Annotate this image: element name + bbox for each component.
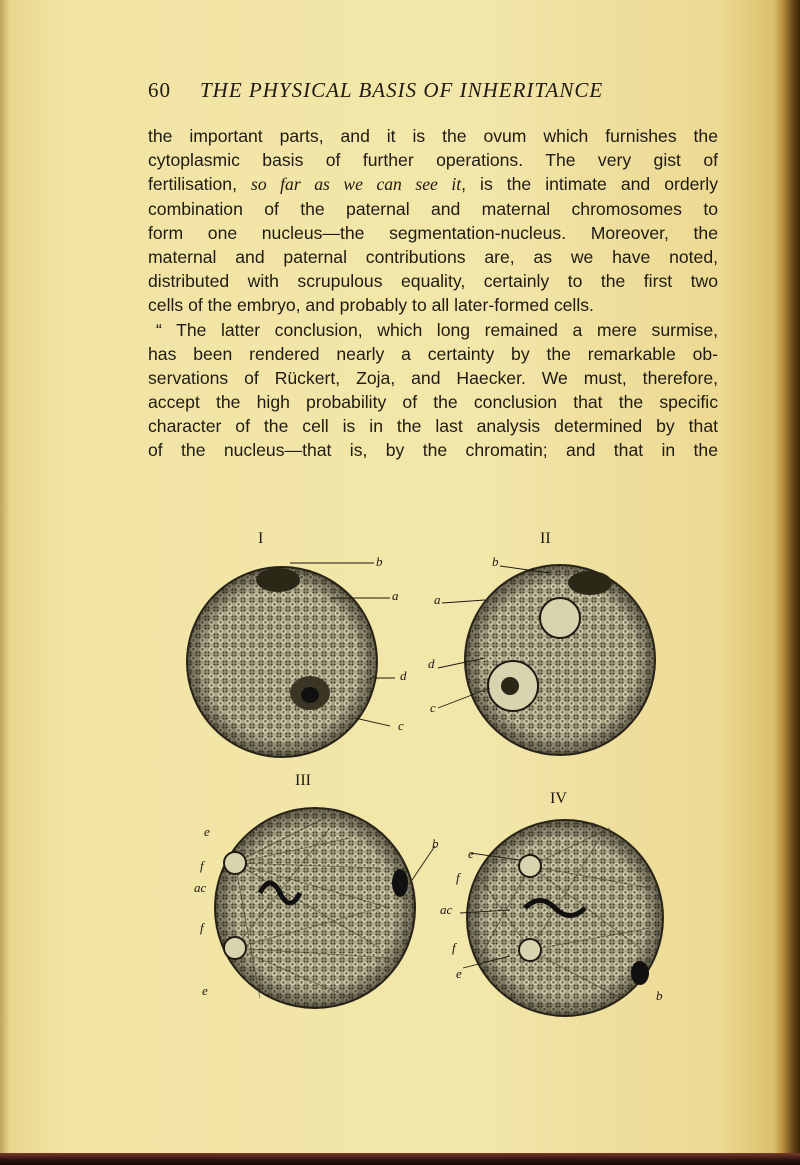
text-line: character of the cell is in the last analysis determined by that <box>148 416 718 437</box>
label-d: d <box>400 668 407 683</box>
panel-numeral: I <box>258 530 264 547</box>
label-ac: ac <box>440 902 453 917</box>
label-b: b <box>432 836 439 851</box>
label-b: b <box>376 554 383 569</box>
text-line: the important parts, and it is the ovum which furnishes the <box>148 126 718 146</box>
text-line: combination of the paternal and maternal chromosomes to <box>148 198 718 219</box>
panel-numeral: II <box>540 530 551 547</box>
panel-II-cell <box>465 565 655 755</box>
text-line: distributed with scrupulous equality, certainly to the first two <box>148 271 718 292</box>
label-e: e <box>456 966 462 981</box>
panel-I-cell <box>187 567 377 757</box>
label-e: e <box>204 824 210 839</box>
label-f: f <box>452 940 456 955</box>
text-line: form one nucleus—the segmentation-nucleus. Moreover, the <box>148 222 718 243</box>
italic-phrase: so far as we can see it <box>251 174 462 195</box>
label-f: f <box>200 858 204 873</box>
text-line: has been rendered nearly a certainty by the remarkable ob- <box>148 343 718 364</box>
text-line: maternal and paternal contributions are, as we have noted, <box>148 246 718 267</box>
label-a: a <box>434 592 441 607</box>
running-title: THE PHYSICAL BASIS OF INHERITANCE <box>200 78 604 102</box>
label-d: d <box>428 656 435 671</box>
label-c: c <box>398 718 404 733</box>
cell-figure <box>180 528 680 1018</box>
cell-illustration <box>180 528 680 1018</box>
text-line: cells of the embryo, and probably to all later-formed cells. <box>148 295 594 316</box>
text-line-with-italic: fertilisation, so far as we can see it, is the intimate and orderly <box>148 174 718 195</box>
label-f: f <box>456 870 460 885</box>
running-head <box>148 78 708 104</box>
text-line: servations of Rückert, Zoja, and Haecker. We must, therefore, <box>148 367 718 388</box>
text-line: accept the high probability of the conclusion that the specific <box>148 392 718 413</box>
text-line: cytoplasmic basis of further operations. The very gist of <box>148 150 718 171</box>
page-number: 60 <box>148 78 171 102</box>
book-spine <box>774 0 800 1165</box>
panel-IV-cell <box>467 820 663 1016</box>
text-line: “ The latter conclusion, which long remained a mere surmise, <box>156 319 718 340</box>
label-e: e <box>468 846 474 861</box>
label-b: b <box>656 988 663 1003</box>
panel-numeral: III <box>295 772 311 789</box>
page-left-shadow <box>0 0 10 1165</box>
label-e: e <box>202 983 208 998</box>
label-ac: ac <box>194 880 207 895</box>
body-text <box>148 124 718 463</box>
panel-numeral: IV <box>550 790 567 807</box>
text-line: of the nucleus—that is, by the chromatin; and that in the <box>148 440 718 461</box>
label-f: f <box>200 920 204 935</box>
panel-III-cell <box>215 808 415 1008</box>
page-bottom-edge <box>0 1153 800 1165</box>
label-c: c <box>430 700 436 715</box>
label-b: b <box>492 554 499 569</box>
label-a: a <box>392 588 399 603</box>
